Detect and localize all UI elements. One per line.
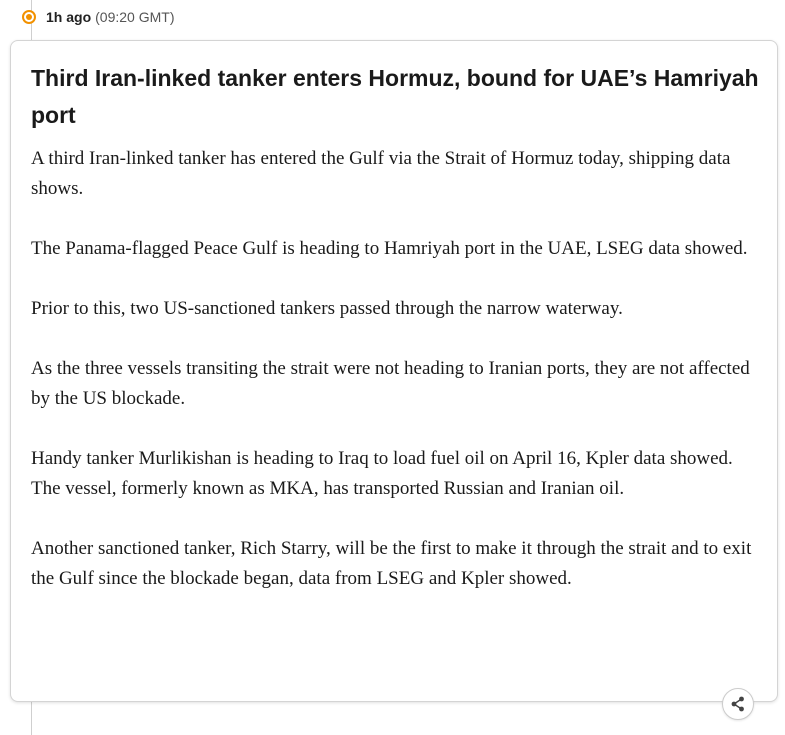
live-update-card bbox=[10, 40, 778, 702]
body-paragraph: A third Iran-linked tanker has entered the Gulf via the Strait of Hormuz today, shipping data shows. bbox=[31, 148, 731, 199]
body-paragraph: As the three vessels transiting the strait were not heading to Iranian ports, they are not affected by the US blockade. bbox=[31, 358, 750, 409]
body-paragraph: Prior to this, two US-sanctioned tankers passed through the narrow waterway. bbox=[31, 298, 623, 319]
share-icon bbox=[729, 695, 747, 713]
body-paragraph: Handy tanker Murlikishan is heading to Iraq to load fuel oil on April 16, Kpler data showed. The vessel, formerly known as MKA, has transported Russian and Iranian oil. bbox=[31, 448, 733, 499]
entry-timestamp bbox=[22, 6, 174, 28]
relative-time: 1h ago bbox=[46, 9, 92, 25]
absolute-time: (09:20 GMT) bbox=[95, 9, 175, 25]
timeline-dot-icon bbox=[22, 10, 36, 24]
share-button[interactable] bbox=[722, 688, 754, 720]
entry-headline: Third Iran-linked tanker enters Hormuz, bound for UAE’s Hamriyah port bbox=[31, 65, 759, 128]
body-paragraph: Another sanctioned tanker, Rich Starry, will be the first to make it through the strait and to exit the Gulf since the blockade began, data from LSEG and Kpler showed. bbox=[31, 538, 752, 589]
body-paragraph: The Panama-flagged Peace Gulf is heading to Hamriyah port in the UAE, LSEG data showed. bbox=[31, 238, 748, 259]
entry-body bbox=[31, 144, 766, 594]
